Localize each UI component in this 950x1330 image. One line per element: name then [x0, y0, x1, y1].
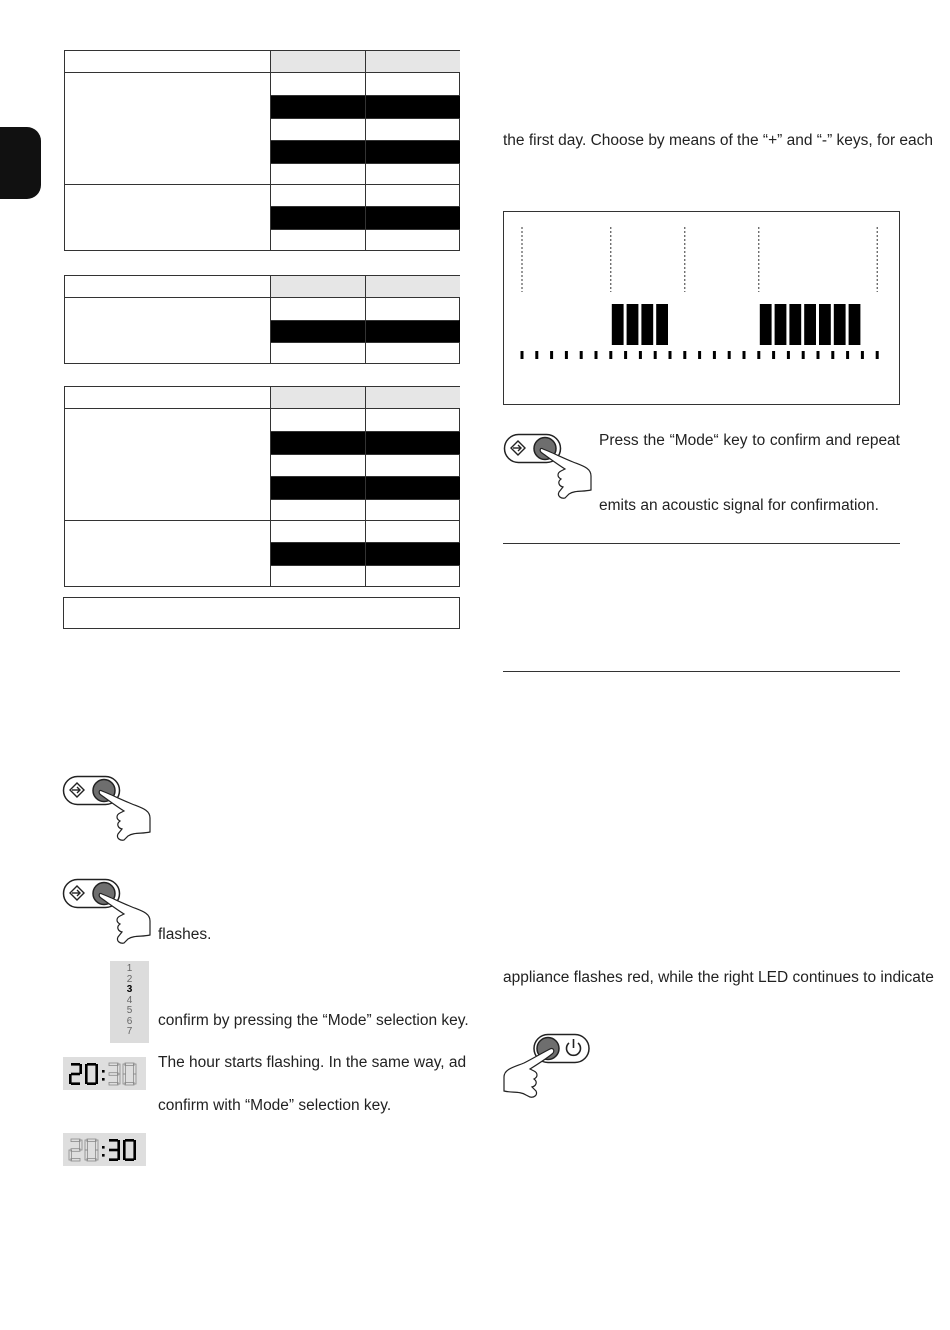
lcd-segment [85, 1074, 88, 1084]
flashes-text: flashes. [158, 926, 212, 943]
lcd-segment [79, 1064, 82, 1074]
lcd-segment [85, 1140, 88, 1150]
chart-tick [861, 351, 864, 359]
chart-tick [743, 351, 746, 359]
table-cell [365, 499, 460, 521]
chart-tick [772, 351, 775, 359]
day-number: 5 [126, 1005, 133, 1016]
chart-active-block [804, 304, 816, 345]
lcd-segment [109, 1082, 118, 1085]
table-cell [365, 320, 460, 342]
table-row-divider [270, 454, 459, 455]
lcd-segment [71, 1158, 80, 1161]
settings-table-2 [64, 275, 460, 364]
table-header-cell [365, 276, 460, 297]
lcd-colon [102, 1154, 105, 1157]
table-cell [270, 185, 365, 206]
lcd-segment [133, 1140, 136, 1150]
table-cell [365, 163, 460, 185]
program-chart-svg [504, 212, 899, 404]
table-row-divider [270, 118, 459, 119]
day-number-selected: 3 [126, 984, 133, 995]
table-cell [365, 96, 460, 118]
day-number: 2 [126, 973, 133, 985]
table-cell [365, 409, 460, 431]
lcd-segment [95, 1064, 98, 1074]
chart-tick [595, 351, 598, 359]
table-cell [365, 543, 460, 565]
table-header-cell [270, 387, 365, 408]
mode-confirm-text-line2: emits an acoustic signal for confirmation. [599, 497, 879, 514]
mode-confirm-text-line1: Press the “Mode“ key to confirm and repeat [599, 432, 900, 449]
table-row-divider [270, 499, 459, 500]
lcd-segment [71, 1063, 80, 1066]
lcd-segment [87, 1158, 96, 1161]
table-cell [270, 96, 365, 118]
day-number-list [110, 961, 149, 1043]
chart-tick [683, 351, 686, 359]
chart-active-block [627, 304, 639, 345]
table-cell [270, 499, 365, 521]
note-box [63, 597, 460, 629]
lcd-segment [109, 1073, 118, 1076]
lcd-segment [85, 1064, 88, 1074]
chart-tick [565, 351, 568, 359]
table-cell [365, 207, 460, 229]
chart-active-block [834, 304, 846, 345]
section-divider [503, 671, 900, 672]
table-cell [270, 521, 365, 542]
chart-tick [669, 351, 672, 359]
power-key-icon[interactable] [502, 1033, 592, 1099]
table-cell [365, 565, 460, 586]
table-cell [270, 543, 365, 565]
table-cell [270, 565, 365, 586]
lcd-segment [123, 1064, 126, 1074]
chart-active-block [849, 304, 861, 345]
chart-tick [802, 351, 805, 359]
table-row-divider [270, 476, 459, 477]
lcd-segment [71, 1073, 80, 1076]
lcd-segment [85, 1150, 88, 1160]
lcd-segment [71, 1149, 80, 1152]
mode-key-icon[interactable] [503, 432, 593, 500]
chart-active-block [612, 304, 624, 345]
lcd-segment [95, 1140, 98, 1150]
lcd-segment [71, 1139, 80, 1142]
table-cell [270, 298, 365, 320]
table-cell [365, 118, 460, 140]
lcd-segment [125, 1158, 134, 1161]
lcd-segment [125, 1063, 134, 1066]
chart-tick [535, 351, 538, 359]
chart-tick [521, 351, 524, 359]
table-cell [270, 477, 365, 499]
table-row-divider [270, 206, 459, 207]
table-cell [365, 454, 460, 476]
lcd-segment [117, 1140, 120, 1150]
table-cell [270, 320, 365, 342]
table-header-cell [365, 387, 460, 408]
chart-active-block [641, 304, 653, 345]
chart-active-block [775, 304, 787, 345]
lcd-colon [102, 1070, 105, 1073]
lcd-digits [63, 1057, 146, 1090]
table-cell [365, 141, 460, 163]
confirm-mode-text: confirm with “Mode” selection key. [158, 1097, 392, 1114]
lcd-segment [125, 1082, 134, 1085]
table-cell [270, 432, 365, 454]
table-cell [270, 454, 365, 476]
table-cell [270, 141, 365, 163]
lcd-segment [133, 1064, 136, 1074]
day-number: 4 [126, 994, 133, 1006]
chart-tick [580, 351, 583, 359]
chart-tick [817, 351, 820, 359]
chart-tick [831, 351, 834, 359]
chart-tick [698, 351, 701, 359]
lcd-segment [123, 1150, 126, 1160]
table-row-divider [270, 320, 459, 321]
table-header [65, 51, 459, 73]
instruction-text: the first day. Choose by means of the “+” and “-” keys, for each [503, 132, 934, 149]
section-divider [503, 543, 900, 544]
chart-tick [728, 351, 731, 359]
lcd-segment [87, 1063, 96, 1066]
lcd-digits [63, 1133, 146, 1166]
table-cell [365, 521, 460, 542]
chart-tick [787, 351, 790, 359]
lcd-segment [87, 1082, 96, 1085]
table-cell [365, 73, 460, 95]
table-cell [365, 342, 460, 363]
chart-tick [757, 351, 760, 359]
table-row-divider [270, 229, 459, 230]
chart-tick [639, 351, 642, 359]
chart-tick [713, 351, 716, 359]
day-number: 7 [126, 1026, 133, 1037]
table-row-divider [270, 565, 459, 566]
table-cell [365, 185, 460, 206]
lcd-colon [102, 1078, 105, 1081]
table-row-divider [270, 163, 459, 164]
program-chart [503, 211, 900, 405]
table-cell [365, 432, 460, 454]
lcd-segment [123, 1140, 126, 1150]
lcd-segment [71, 1082, 80, 1085]
table-header [65, 387, 459, 409]
table-cell [270, 409, 365, 431]
section-tab [0, 127, 41, 199]
lcd-segment [109, 1158, 118, 1161]
mode-key-icon[interactable] [62, 774, 152, 842]
table-header-cell [270, 51, 365, 72]
lcd-segment [109, 1139, 118, 1142]
table-row-divider [270, 542, 459, 543]
chart-active-block [760, 304, 772, 345]
settings-table-1 [64, 50, 460, 251]
table-cell [270, 73, 365, 95]
table-cell [365, 298, 460, 320]
day-number: 6 [126, 1015, 133, 1027]
chart-active-block [656, 304, 668, 345]
table-cell [270, 207, 365, 229]
table-header-cell [270, 276, 365, 297]
table-row-divider [270, 342, 459, 343]
chart-active-block [819, 304, 831, 345]
table-header [65, 276, 459, 298]
settings-table-3 [64, 386, 460, 587]
lcd-display [63, 1133, 146, 1166]
lcd-segment [123, 1074, 126, 1084]
table-header-cell [365, 51, 460, 72]
lcd-segment [125, 1139, 134, 1142]
chart-tick [609, 351, 612, 359]
table-cell [270, 118, 365, 140]
table-cell [365, 477, 460, 499]
table-cell [270, 342, 365, 363]
chart-tick [846, 351, 849, 359]
lcd-colon [102, 1146, 105, 1149]
table-cell [270, 229, 365, 250]
lcd-segment [109, 1063, 118, 1066]
chart-active-block [789, 304, 801, 345]
table-cell [365, 229, 460, 250]
hour-flashing-text: The hour starts flashing. In the same way, ad [158, 1054, 467, 1071]
lcd-segment [87, 1139, 96, 1142]
mode-key-icon[interactable] [62, 877, 152, 945]
confirm-selection-text: confirm by pressing the “Mode” selection key. [158, 1012, 469, 1029]
chart-tick [876, 351, 879, 359]
chart-tick [654, 351, 657, 359]
lcd-segment [109, 1149, 118, 1152]
led-text: appliance flashes red, while the right LED continues to indicate [503, 969, 934, 986]
day-number: 1 [126, 963, 133, 974]
table-cell [270, 163, 365, 185]
table-row-divider [270, 140, 459, 141]
chart-tick [550, 351, 553, 359]
table-row-divider [270, 95, 459, 96]
table-row-divider [270, 431, 459, 432]
lcd-display [63, 1057, 146, 1090]
chart-tick [624, 351, 627, 359]
